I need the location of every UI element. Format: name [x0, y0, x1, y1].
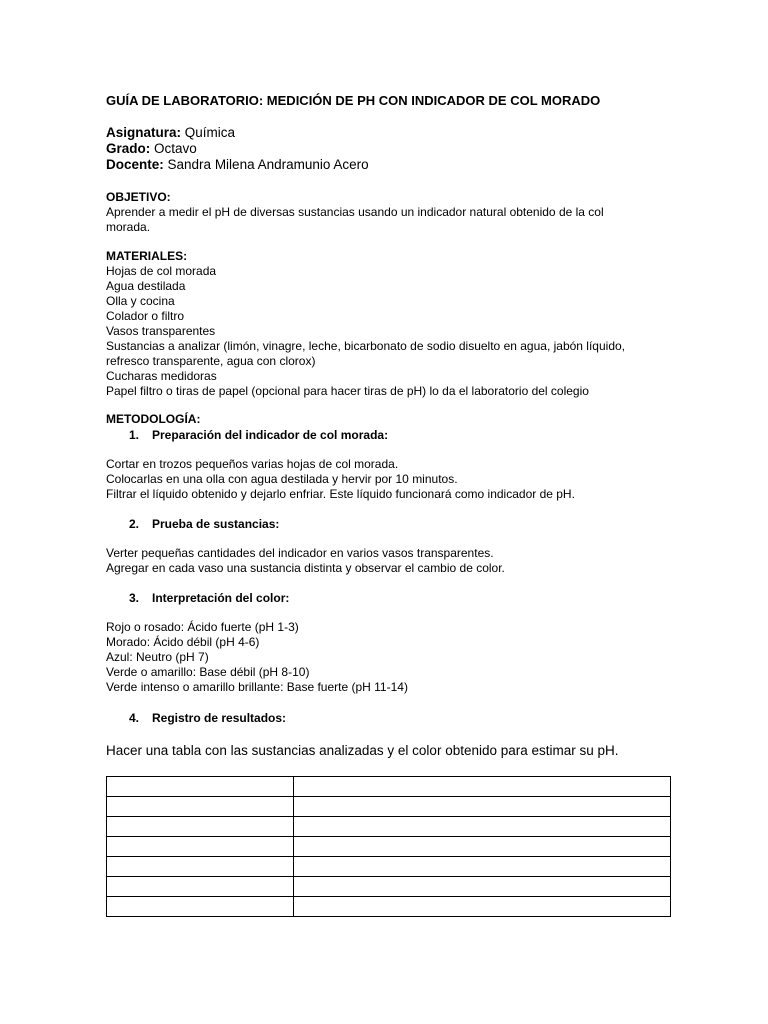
step-3-title	[129, 591, 289, 606]
step-title: Prueba de sustancias:	[152, 517, 280, 531]
step-4-title	[129, 711, 286, 726]
step-3-body	[106, 620, 686, 695]
step-line: Verter pequeñas cantidades del indicador en varios vasos transparentes.	[106, 546, 494, 560]
table-cell	[294, 857, 671, 877]
grade-row	[106, 141, 369, 157]
materials-item: Hojas de col morada	[106, 264, 217, 278]
step-line: Cortar en trozos pequeños varias hojas de col morada.	[106, 457, 399, 471]
results-table	[106, 776, 671, 917]
step-line: Colocarlas en una olla con agua destilada y hervir por 10 minutos.	[106, 472, 458, 486]
subject-row	[106, 125, 369, 141]
grade-label: Grado:	[106, 141, 151, 156]
step-line: Azul: Neutro (pH 7)	[106, 650, 209, 664]
step-title: Registro de resultados:	[152, 711, 287, 725]
table-cell	[107, 877, 294, 897]
table-row	[107, 817, 671, 837]
objective-section	[106, 190, 686, 235]
table-cell	[107, 837, 294, 857]
subject-value: Química	[184, 125, 236, 140]
step-line: Verde o amarillo: Base débil (pH 8-10)	[106, 665, 310, 679]
step-1-title	[129, 428, 388, 443]
methodology-heading-block	[106, 412, 686, 427]
document-title: GUÍA DE LABORATORIO: MEDICIÓN DE PH CON INDICADOR DE COL MORADO	[106, 93, 601, 108]
step-2-title	[129, 517, 279, 532]
table-cell	[294, 777, 671, 797]
step-4-body: Hacer una tabla con las sustancias analizadas y el color obtenido para estimar su pH.	[106, 743, 619, 758]
teacher-label: Docente:	[106, 157, 164, 172]
step-title: Interpretación del color:	[152, 591, 290, 605]
table-row	[107, 777, 671, 797]
table-row	[107, 837, 671, 857]
table-cell	[107, 797, 294, 817]
materials-item: Colador o filtro	[106, 309, 185, 323]
step-number: 4.	[129, 711, 140, 725]
objective-heading: OBJETIVO:	[106, 190, 171, 204]
step-2-body	[106, 546, 686, 576]
table-cell	[107, 817, 294, 837]
table-cell	[107, 897, 294, 917]
grade-value: Octavo	[154, 141, 197, 156]
table-cell	[294, 797, 671, 817]
materials-item: Sustancias a analizar (limón, vinagre, leche, bicarbonato de sodio disuelto en agua, jabón líquido, refresco transparente, agua con clorox)	[106, 339, 625, 368]
teacher-value: Sandra Milena Andramunio Acero	[167, 157, 369, 172]
methodology-heading: METODOLOGÍA:	[106, 412, 201, 426]
table-cell	[107, 777, 294, 797]
document-meta	[106, 125, 369, 173]
step-title: Preparación del indicador de col morada:	[152, 428, 389, 442]
materials-item: Vasos transparentes	[106, 324, 216, 338]
step-line: Verde intenso o amarillo brillante: Base fuerte (pH 11-14)	[106, 680, 408, 694]
table-cell	[294, 817, 671, 837]
objective-text: Aprender a medir el pH de diversas sustancias usando un indicador natural obtenido de la col morada.	[106, 205, 604, 234]
step-number: 3.	[129, 591, 140, 605]
step-line: Agregar en cada vaso una sustancia distinta y observar el cambio de color.	[106, 561, 505, 575]
materials-item: Cucharas medidoras	[106, 369, 217, 383]
teacher-row	[106, 157, 369, 173]
step-line: Rojo o rosado: Ácido fuerte (pH 1-3)	[106, 620, 299, 634]
table-row	[107, 897, 671, 917]
materials-section	[106, 249, 686, 399]
materials-heading: MATERIALES:	[106, 249, 188, 263]
subject-label: Asignatura:	[106, 125, 182, 140]
table-cell	[294, 877, 671, 897]
step-number: 1.	[129, 428, 140, 442]
table-cell	[294, 897, 671, 917]
step-line: Filtrar el líquido obtenido y dejarlo enfriar. Este líquido funcionará como indicador de pH.	[106, 487, 575, 501]
step-1-body	[106, 457, 686, 502]
table-cell	[107, 857, 294, 877]
materials-item: Papel filtro o tiras de papel (opcional para hacer tiras de pH) lo da el laboratorio del colegio	[106, 384, 589, 398]
step-line: Morado: Ácido débil (pH 4-6)	[106, 635, 260, 649]
step-number: 2.	[129, 517, 140, 531]
table-row	[107, 877, 671, 897]
table-row	[107, 797, 671, 817]
table-cell	[294, 837, 671, 857]
materials-item: Olla y cocina	[106, 294, 175, 308]
materials-item: Agua destilada	[106, 279, 186, 293]
table-row	[107, 857, 671, 877]
